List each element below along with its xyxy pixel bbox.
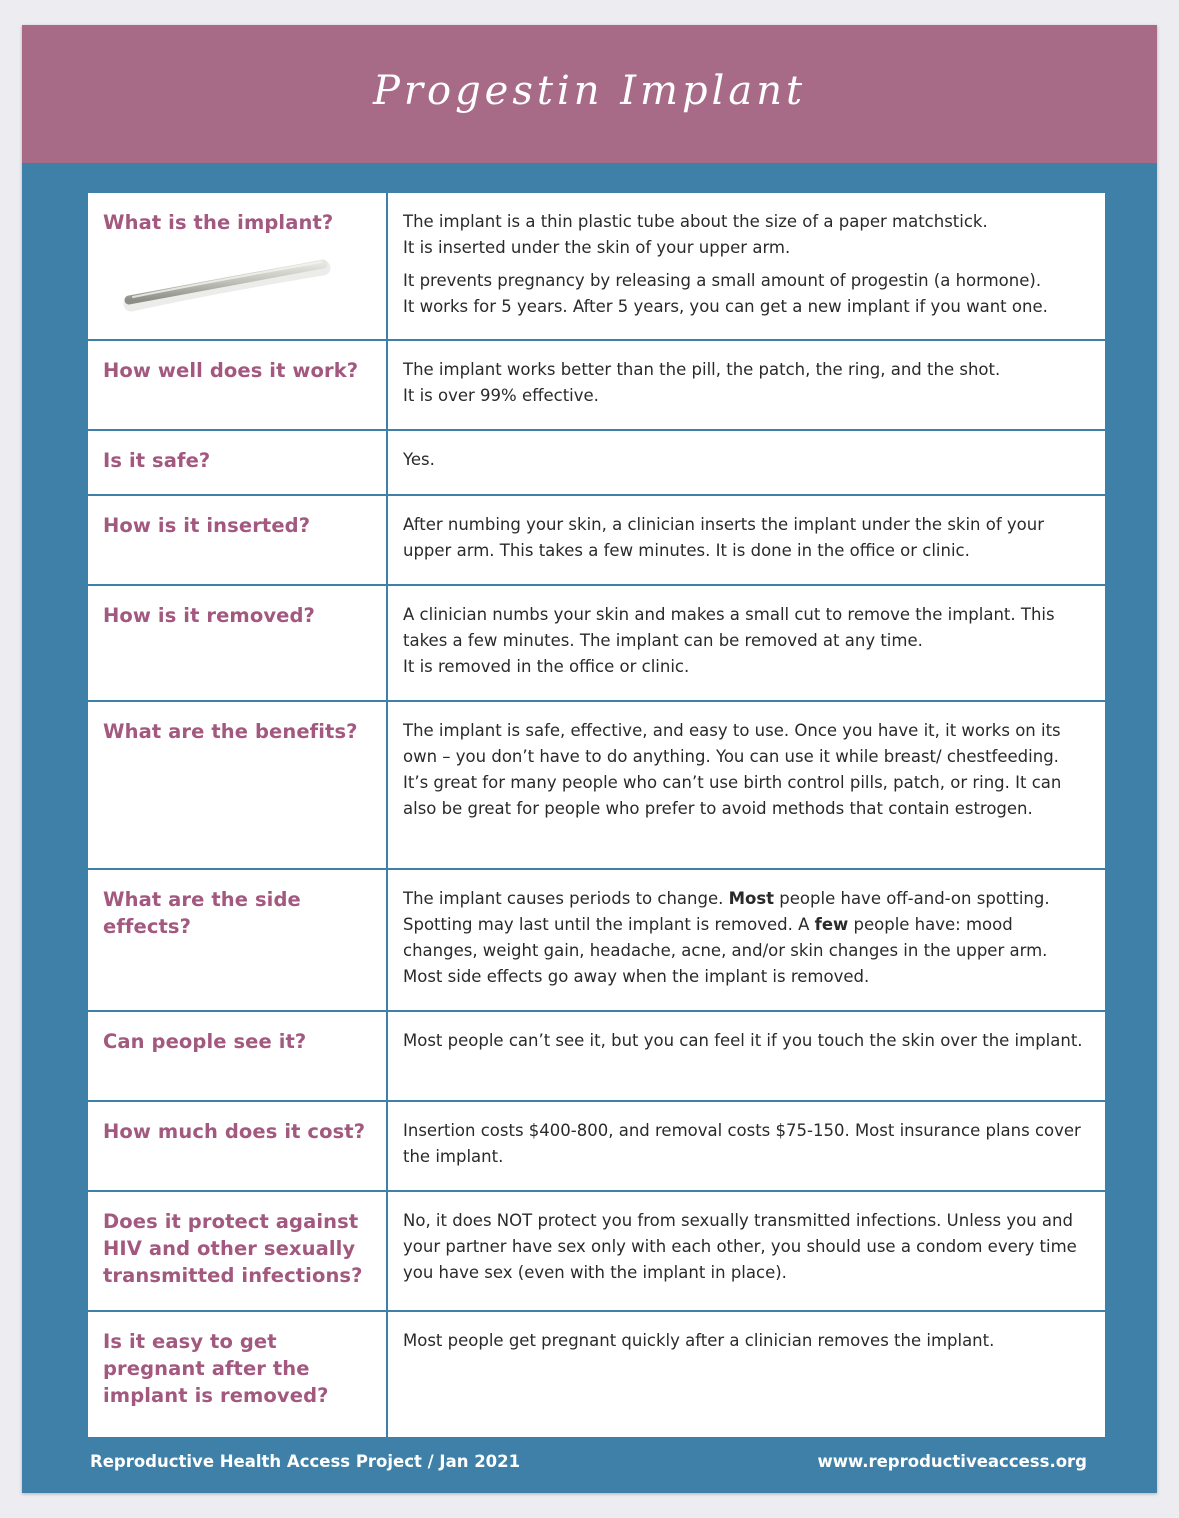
answer-cell [387,869,1106,1011]
implant-rod-image [123,254,333,314]
answer-line [403,886,1091,990]
question-cell [87,1101,387,1191]
question-cell [87,869,387,1011]
page-title: Progestin Implant [372,68,807,114]
answer-text: people have off-and-on spotting. Spotting may last until the implant is removed. A [403,889,1050,934]
answer-line: Yes. [403,450,435,469]
answer-text: people have: mood changes, weight gain, headache, acne, and/or skin changes in the upper arm. Most side effects go away when the implant is removed. [403,915,1048,986]
question-text: Is it safe? [103,449,211,472]
answer-emphasis: Most [728,889,775,908]
answer-line: It works for 5 years. After 5 years, you can get a new implant if you want one. [403,297,1048,316]
answer-cell [387,1101,1106,1191]
faq-row-visibility [87,1011,1106,1101]
question-text: What are the side effects? [103,888,301,938]
answer-line: It’s great for many people who can’t use birth control pills, patch, or ring. It can also be great for people who prefer to avoid methods that contain estrogen. [403,773,1062,818]
faq-row-insertion [87,495,1106,585]
question-text: How well does it work? [103,359,359,382]
answer-text: The implant causes periods to change. [403,889,729,908]
faq-row-removal [87,585,1106,701]
question-text: What are the benefits? [103,720,358,743]
faq-row-effectiveness [87,340,1106,430]
answer-cell [387,495,1106,585]
question-text: How much does it cost? [103,1120,366,1143]
answer-line: A clinician numbs your skin and makes a small cut to remove the implant. This takes a few minutes. The implant can be removed at any time. [403,605,1055,650]
question-text: How is it removed? [103,604,315,627]
faq-row-benefits [87,701,1106,869]
question-cell [87,340,387,430]
answer-line: After numbing your skin, a clinician inserts the implant under the skin of your upper arm. This takes a few minutes. It is done in the office or clinic. [403,515,1045,560]
answer-cell [387,701,1106,869]
answer-line: The implant is safe, effective, and easy to use. Once you have it, it works on its own – you don’t have to do anything. You can use it while breast/ chestfeeding. [403,721,1061,766]
footer [90,1452,1087,1471]
answer-cell [387,192,1106,340]
faq-row-side-effects [87,869,1106,1011]
question-cell [87,701,387,869]
faq-row-safety [87,430,1106,495]
question-cell [87,430,387,495]
answer-line: The implant is a thin plastic tube about the size of a paper matchstick. [403,212,988,231]
answer-line: It is over 99% effective. [403,386,599,405]
answer-cell [387,430,1106,495]
faq-row-pregnancy-after [87,1311,1106,1438]
answer-cell [387,1311,1106,1438]
faq-table [86,191,1107,1439]
faq-row-sti-protection [87,1191,1106,1311]
answer-line: It is inserted under the skin of your upper arm. [403,238,791,257]
answer-cell [387,1191,1106,1311]
question-cell [87,1011,387,1101]
question-cell [87,495,387,585]
question-text: How is it inserted? [103,514,311,537]
question-text: Is it easy to get pregnant after the implant is removed? [103,1330,329,1407]
handout-page [22,25,1157,1493]
header-banner [22,25,1157,163]
question-cell [87,1191,387,1311]
answer-line: The implant works better than the pill, the patch, the ring, and the shot. [403,360,1001,379]
question-cell [87,192,387,340]
question-text: Does it protect against HIV and other sexually transmitted infections? [103,1210,363,1287]
question-cell [87,585,387,701]
answer-cell [387,1011,1106,1101]
answer-line: It is removed in the office or clinic. [403,657,690,676]
footer-website: www.reproductiveaccess.org [817,1452,1087,1471]
answer-line: Most people can’t see it, but you can feel it if you touch the skin over the implant. [403,1031,1083,1050]
faq-row-what-is [87,192,1106,340]
answer-cell [387,585,1106,701]
answer-emphasis: few [814,915,849,934]
answer-cell [387,340,1106,430]
question-text: Can people see it? [103,1030,307,1053]
answer-line: Most people get pregnant quickly after a clinician removes the implant. [403,1331,995,1350]
question-text: What is the implant? [103,211,334,234]
answer-line: No, it does NOT protect you from sexually transmitted infections. Unless you and your partner have sex only with each other, you should use a condom every time you have sex (even with the implant in place). [403,1211,1077,1282]
footer-credit: Reproductive Health Access Project / Jan 2021 [90,1452,521,1471]
faq-row-cost [87,1101,1106,1191]
answer-line: Insertion costs $400-800, and removal costs $75-150. Most insurance plans cover the implant. [403,1121,1081,1166]
answer-line: It prevents pregnancy by releasing a small amount of progestin (a hormone). [403,271,1042,290]
question-cell [87,1311,387,1438]
